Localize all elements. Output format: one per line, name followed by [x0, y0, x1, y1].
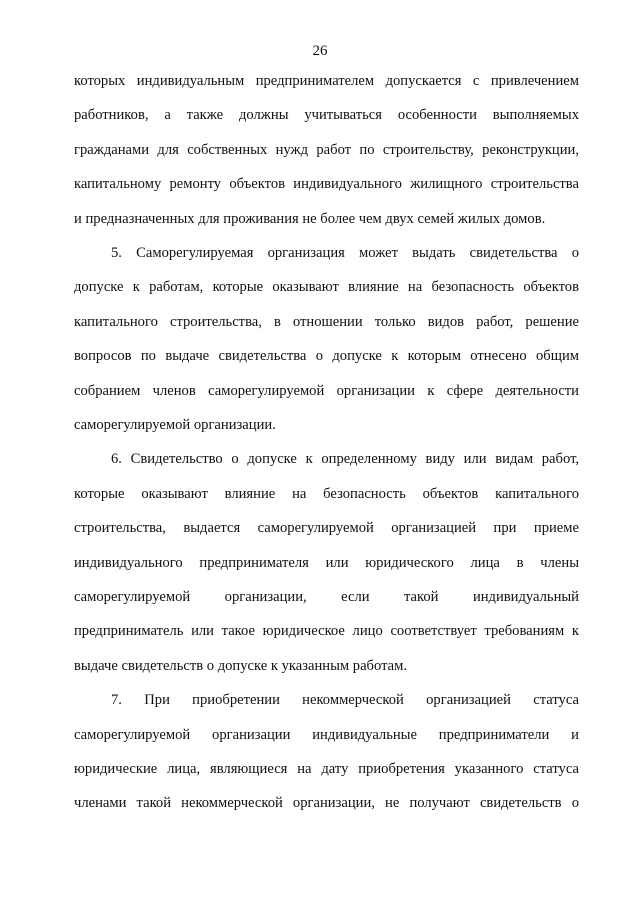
text-line: саморегулируемой организации индивидуальные предприниматели и	[74, 727, 579, 743]
text-line: капитальному ремонту объектов индивидуального жилищного строительства	[74, 176, 579, 192]
text-line: саморегулируемой организации, если такой индивидуальный	[74, 589, 579, 605]
text-line: работников, а также должны учитываться особенности выполняемых	[74, 107, 579, 123]
paragraph-start-line: 6. Свидетельство о допуске к определенному виду или видам работ,	[111, 451, 579, 467]
text-line: собранием членов саморегулируемой организации к сфере деятельности	[74, 383, 579, 399]
text-line: выдаче свидетельств о допуске к указанным работам.	[74, 658, 408, 674]
text-line: капитального строительства, в отношении только видов работ, решение	[74, 314, 579, 330]
text-line: которых индивидуальным предпринимателем допускается с привлечением	[74, 73, 579, 89]
text-line: строительства, выдается саморегулируемой организацией при приеме	[74, 520, 579, 536]
paragraph-start-line: 5. Саморегулируемая организация может выдать свидетельства о	[111, 245, 579, 261]
text-line: допуске к работам, которые оказывают влияние на безопасность объектов	[74, 279, 579, 295]
text-line: юридические лица, являющиеся на дату приобретения указанного статуса	[74, 761, 579, 777]
paragraph-start-line: 7. При приобретении некоммерческой организацией статуса	[111, 692, 579, 708]
text-line: индивидуального предпринимателя или юридического лица в члены	[74, 555, 579, 571]
text-line: вопросов по выдаче свидетельства о допуске к которым отнесено общим	[74, 348, 579, 364]
text-line: членами такой некоммерческой организации, не получают свидетельств о	[74, 795, 579, 811]
text-line: предприниматель или такое юридическое лицо соответствует требованиям к	[74, 623, 579, 639]
text-line: которые оказывают влияние на безопасность объектов капитального	[74, 486, 579, 502]
text-line: саморегулируемой организации.	[74, 417, 276, 433]
text-line: гражданами для собственных нужд работ по строительству, реконструкции,	[74, 142, 579, 158]
text-line: и предназначенных для проживания не более чем двух семей жилых домов.	[74, 211, 546, 227]
page-number: 26	[312, 43, 328, 59]
